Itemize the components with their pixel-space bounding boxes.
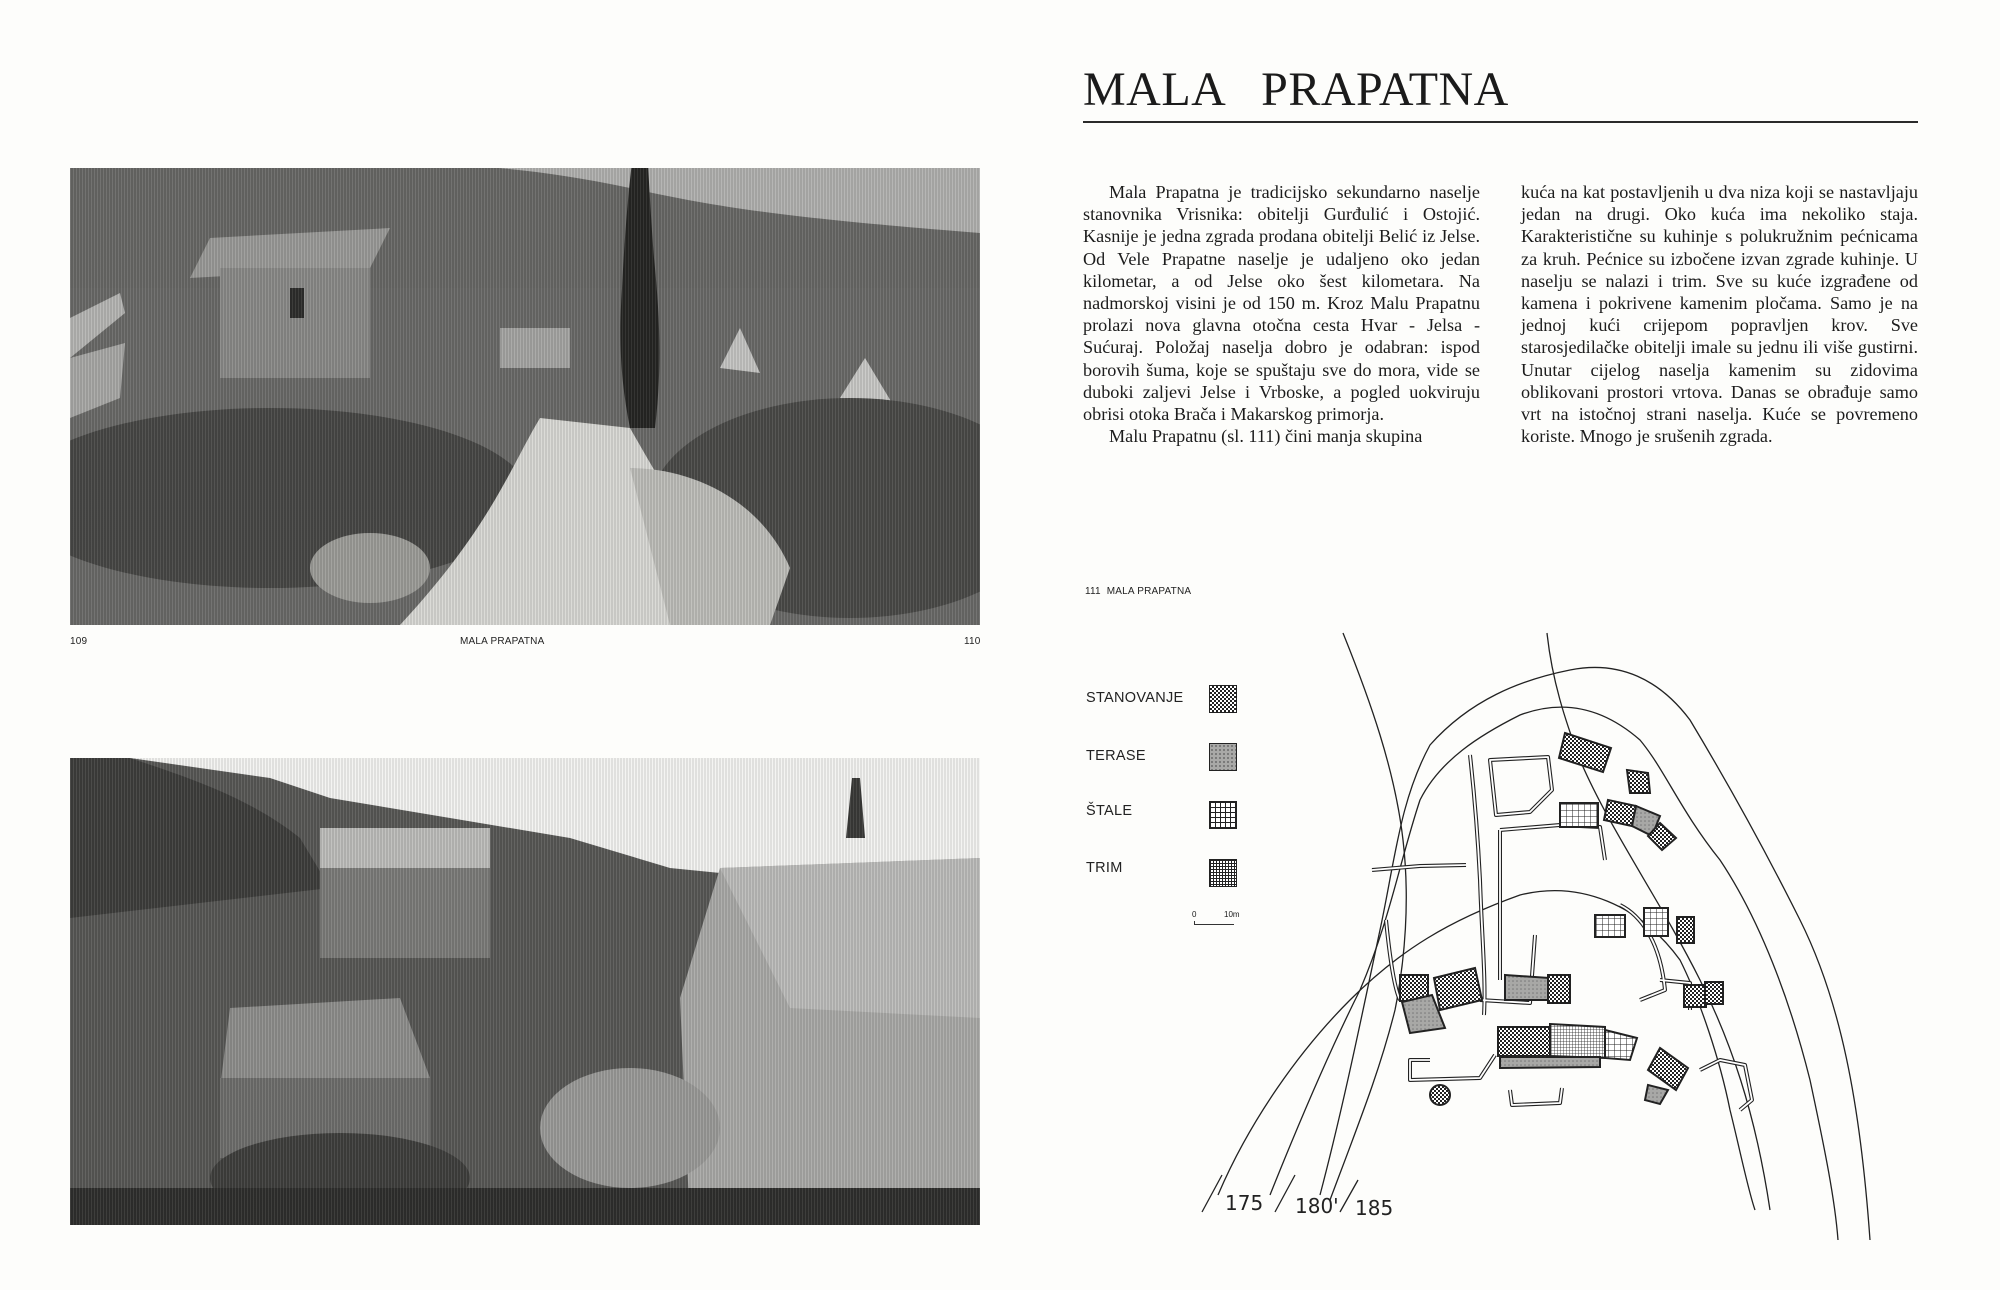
photo-top: [70, 168, 980, 625]
road-line-west: [1330, 633, 1406, 1200]
photo-bottom: [70, 758, 980, 1225]
building-stale: [1605, 1030, 1637, 1060]
building-stale: [1595, 915, 1625, 937]
column1-paragraph2: Malu Prapatnu (sl. 111) čini manja skupina: [1109, 426, 1423, 447]
page-number-left: 109: [70, 636, 88, 647]
contour-label-175: 175: [1225, 1191, 1264, 1215]
building-stanovanje: [1684, 985, 1706, 1007]
cistern: [1430, 1085, 1450, 1105]
legend-label-trim: TRIM: [1086, 860, 1123, 876]
text-column-2: [1521, 181, 1918, 447]
building-stanovanje: [1559, 733, 1611, 772]
building-stanovanje: [1648, 1048, 1688, 1090]
scale-zero: 0: [1192, 910, 1197, 919]
building-terase: [1505, 975, 1550, 1000]
contour-line-180: [1270, 707, 1838, 1240]
contour-label-180: 180': [1295, 1194, 1339, 1218]
column1-paragraph1: Mala Prapatna je tradicijsko sekundarno naselje stanovnika Vrisnika: obitelji Gurđulić i Ostojić. Kasnije je jedna zgrada prodana obitelji Belić iz Jelse. Od Vele Prapatne naselje je udaljeno oko jedan kilometar, a od Jelse oko šest kilometara. Na nadmorskoj visini je od 150 m. Kroz Malu Prapatnu prolazi nova glavna otočna cesta Hvar - Jelsa - Sućuraj. Položaj naselja dobro je odabran: ispod borovih šuma, koje se spuštaju sve do mora, vide se duboki zaljevi Jelse i Vrboske, a pogled uokviruju obrisi otoka Brača i Makarskog primorja.: [1083, 182, 1480, 425]
building-stale: [1560, 803, 1598, 827]
building-stanovanje: [1548, 975, 1570, 1003]
building-stanovanje: [1498, 1027, 1550, 1056]
figure-caption: 111 MALA PRAPATNA: [1085, 586, 1192, 597]
settlement-plan: [1180, 620, 2000, 1260]
photo-top-image: [70, 168, 980, 625]
building-terase: [1500, 1057, 1600, 1068]
scale-end: 10m: [1224, 910, 1240, 919]
contour-line-175: [1218, 891, 1755, 1210]
building-stanovanje: [1434, 968, 1482, 1010]
building-terase: [1645, 1085, 1668, 1104]
legend-label-stale: ŠTALE: [1086, 803, 1133, 819]
page-title: MALA PRAPATNA: [1083, 63, 1509, 116]
photo-bottom-image: [70, 758, 980, 1225]
page-number-right: 110: [964, 636, 981, 647]
building-stanovanje: [1627, 770, 1650, 793]
title-rule: [1083, 121, 1918, 123]
text-column-1: [1083, 181, 1480, 447]
building-stanovanje: [1705, 982, 1723, 1004]
legend-label-terase: TERASE: [1086, 748, 1146, 764]
legend-label-stanovanje: STANOVANJE: [1086, 690, 1184, 706]
building-stanovanje: [1604, 800, 1636, 826]
building-stale: [1644, 908, 1668, 936]
contour-label-185: 185: [1355, 1196, 1394, 1220]
building-trim: [1550, 1024, 1605, 1058]
column2-paragraph1: kuća na kat postavljenih u dva niza koji se nastavljaju jedan na drugi. Oko kuća ima nekoliko staja. Karakteristične su kuhinje s polukružnim pećnicama za kruh. Pećnice su izbočene izvan zgrade kuhinje. U naselju se nalazi i trim. Sve su kuće izgrađene od kamena i pokrivene kamenim pločama. Samo je na jednoj kući crijepom popravljen krov. Sve starosjedilačke obitelji imale su jednu ili više gustirni. Unutar cijelog naselja kamenim su zidovima oblikovani prostori vrtova. Danas se obrađuje samo vrt na istočnoj strani naselja. Kuće se povremeno koriste. Mnogo je srušenih zgrada.: [1521, 182, 1918, 447]
left-page-running-title: MALA PRAPATNA: [460, 636, 545, 647]
building-stanovanje: [1677, 917, 1694, 943]
